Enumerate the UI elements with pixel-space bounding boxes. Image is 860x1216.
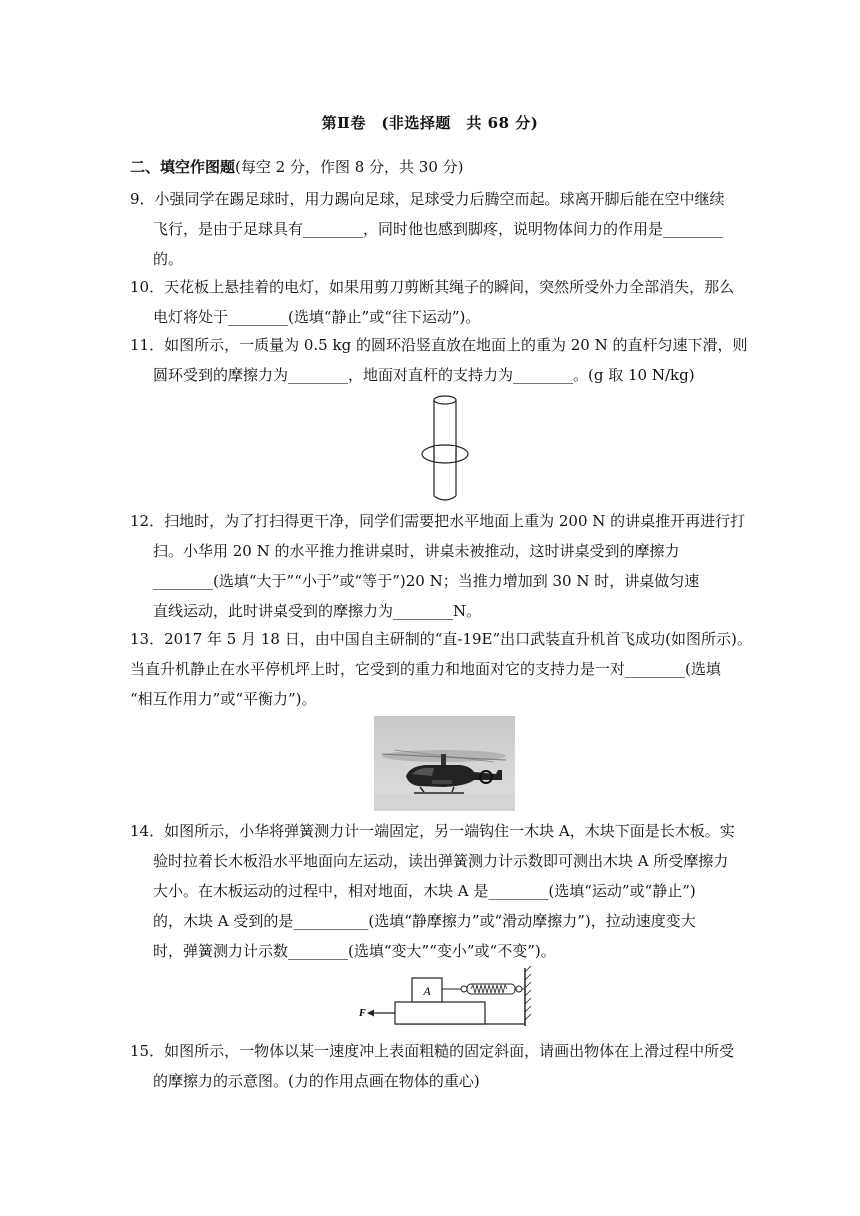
question-line: 验时拉着长木板沿水平地面向左运动，读出弹簧测力计示数即可测出木块 A 所受摩擦力 — [153, 852, 729, 870]
block-a-label: A — [423, 984, 431, 998]
question-11 — [130, 330, 748, 390]
question-line: 的。 — [153, 250, 184, 268]
question-14 — [130, 816, 735, 966]
question-10 — [130, 272, 735, 332]
part-heading-rest: (每空 2 分，作图 8 分，共 30 分) — [235, 158, 464, 176]
ring-rod-figure — [418, 392, 472, 504]
question-15 — [130, 1036, 735, 1096]
question-line: 11．如图所示，一质量为 0.5 kg 的圆环沿竖直放在地面上的重为 20 N 的直杆匀速下滑，则 — [130, 336, 748, 354]
question-line: 飞行，是由于足球具有________，同时他也感到脚疼，说明物体间力的作用是________ — [153, 220, 724, 238]
section-title: 第Ⅱ卷 (非选择题 共 68 分) — [321, 114, 539, 132]
question-12 — [130, 506, 746, 626]
question-line: 10．天花板上悬挂着的电灯，如果用剪刀剪断其绳子的瞬间，突然所受外力全部消失，那么 — [130, 278, 735, 296]
question-line: 圆环受到的摩擦力为________，地面对直杆的支持力为________。(g 取 10 N/kg) — [153, 366, 695, 384]
question-line: 15．如图所示，一物体以某一速度冲上表面粗糙的固定斜面，请画出物体在上滑过程中所受 — [130, 1042, 735, 1060]
question-line: 13．2017 年 5 月 18 日，由中国自主研制的“直-19E”出口武装直升机首飞成功(如图所示)。 — [130, 630, 752, 648]
question-line: 大小。在木板运动的过程中，相对地面，木块 A 是________(选填“运动”或“静止”) — [153, 882, 696, 900]
question-line: 14．如图所示，小华将弹簧测力计一端固定，另一端钩住一木块 A，木块下面是长木板。实 — [130, 822, 735, 840]
question-line: 的，木块 A 受到的是__________(选填“静摩擦力”或“滑动摩擦力”)，拉动速度变大 — [153, 912, 696, 930]
question-13 — [130, 624, 752, 714]
question-line: 扫。小华用 20 N 的水平推力推讲桌时，讲桌未被推动，这时讲桌受到的摩擦力 — [153, 542, 680, 560]
part-heading-bold: 二、填空作图题 — [130, 158, 236, 176]
question-line: ________(选填“大于”“小于”或“等于”)20 N；当推力增加到 30 N 时，讲桌做匀速 — [153, 572, 700, 590]
question-line: 电灯将处于________(选填“静止”或“往下运动”)。 — [153, 308, 481, 326]
question-line: 时，弹簧测力计示数________(选填“变大”“变小”或“不变”)。 — [153, 942, 556, 960]
part-heading — [130, 156, 464, 177]
question-line: 当直升机静止在水平停机坪上时，它受到的重力和地面对它的支持力是一对________(选填 — [130, 660, 721, 678]
question-line: 的摩擦力的示意图。(力的作用点画在物体的重心) — [153, 1072, 480, 1090]
question-line: 9．小强同学在踢足球时，用力踢向足球，足球受力后腾空而起。球离开脚后能在空中继续 — [130, 190, 725, 208]
helicopter-photo — [374, 716, 515, 811]
spring-block-figure — [355, 966, 535, 1030]
force-f-label: F — [359, 1008, 366, 1019]
question-line: 直线运动，此时讲桌受到的摩擦力为________N。 — [153, 602, 482, 620]
question-9 — [130, 184, 730, 274]
question-line: 12．扫地时，为了打扫得更干净，同学们需要把水平地面上重为 200 N 的讲桌推开再进行打 — [130, 512, 746, 530]
question-line: “相互作用力”或“平衡力”)。 — [130, 690, 317, 708]
